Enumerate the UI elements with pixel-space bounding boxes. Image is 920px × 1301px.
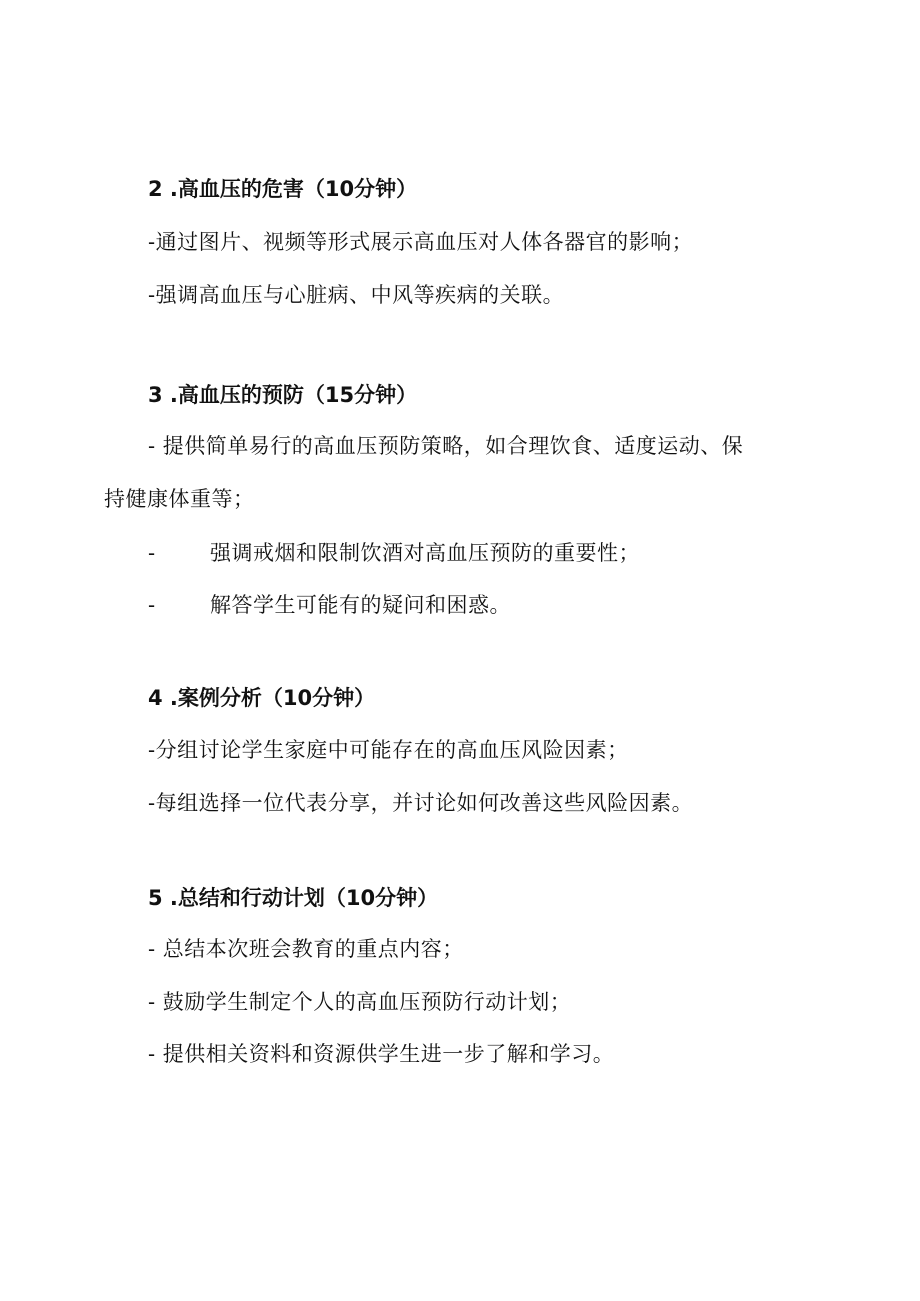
section-heading: 4 .案例分析（10分钟） bbox=[148, 686, 376, 710]
list-item: -分组讨论学生家庭中可能存在的高血压风险因素； bbox=[148, 738, 629, 762]
section-heading: 5 .总结和行动计划（10分钟） bbox=[148, 886, 439, 910]
section-heading: 3 .高血压的预防（15分钟） bbox=[148, 383, 418, 407]
list-item bbox=[148, 538, 640, 568]
list-item: -强调高血压与心脏病、中风等疾病的关联。 bbox=[148, 283, 565, 307]
list-item: -每组选择一位代表分享，并讨论如何改善这些风险因素。 bbox=[148, 791, 694, 815]
list-item-continuation: 持健康体重等； bbox=[104, 487, 255, 511]
list-item: - 提供相关资料和资源供学生进一步了解和学习。 bbox=[148, 1042, 615, 1066]
list-dash: - bbox=[148, 593, 156, 617]
list-item: - 提供简单易行的高血压预防策略，如合理饮食、适度运动、保 bbox=[148, 434, 744, 458]
list-dash: - bbox=[148, 541, 156, 565]
list-item-text: 解答学生可能有的疑问和困惑。 bbox=[210, 593, 511, 617]
list-item: - 鼓励学生制定个人的高血压预防行动计划； bbox=[148, 990, 572, 1014]
section-heading: 2 .高血压的危害（10分钟） bbox=[148, 177, 418, 201]
list-item: -通过图片、视频等形式展示高血压对人体各器官的影响； bbox=[148, 230, 694, 254]
list-item bbox=[148, 590, 511, 620]
list-item-text: 强调戒烟和限制饮酒对高血压预防的重要性； bbox=[210, 541, 640, 565]
list-item: - 总结本次班会教育的重点内容； bbox=[148, 937, 464, 961]
